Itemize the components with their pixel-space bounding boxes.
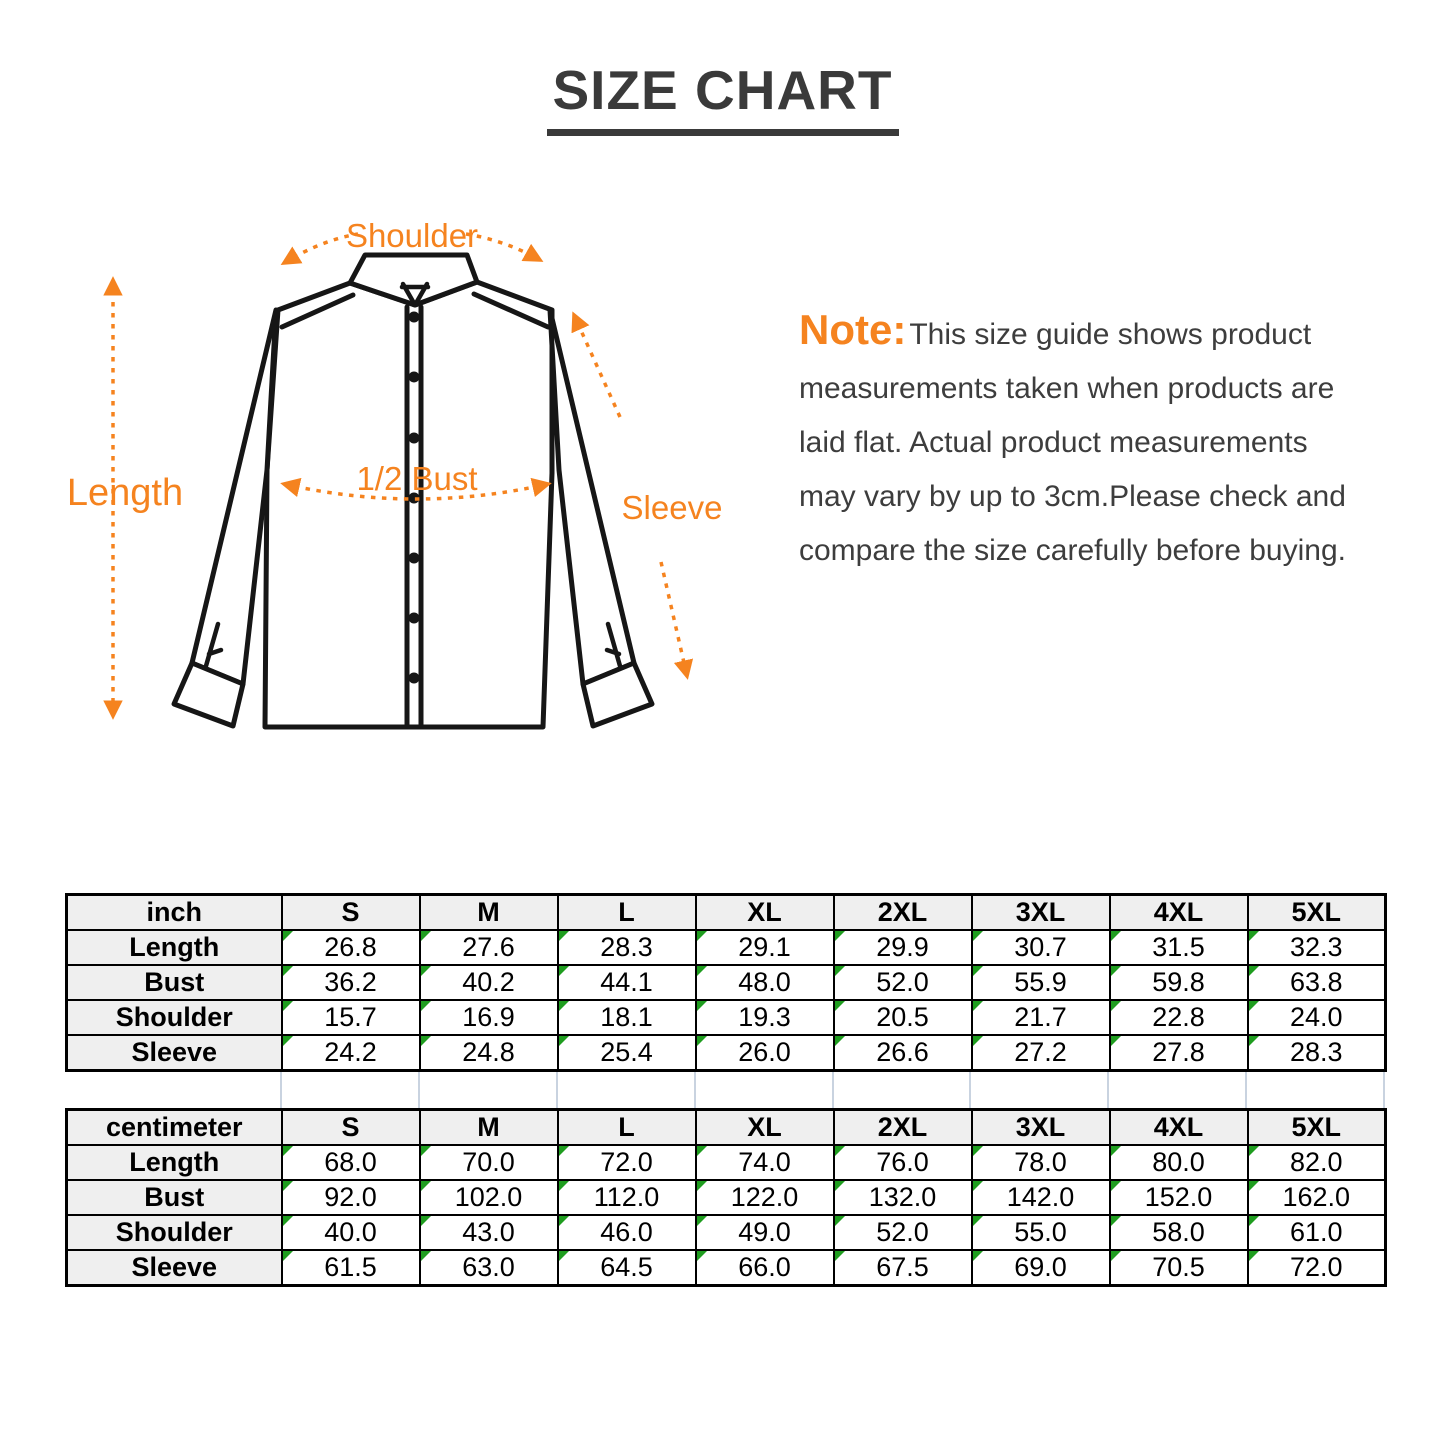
value-cell: 67.5 xyxy=(834,1250,972,1286)
size-header-cell: 2XL xyxy=(834,1110,972,1146)
value-cell: 68.0 xyxy=(282,1145,420,1180)
value-cell: 26.0 xyxy=(696,1035,834,1071)
value-cell: 28.3 xyxy=(558,930,696,965)
size-header-cell: XL xyxy=(696,895,834,931)
value-cell: 19.3 xyxy=(696,1000,834,1035)
gap-gridline-cell xyxy=(556,1072,694,1108)
value-cell: 46.0 xyxy=(558,1215,696,1250)
gap-gridline-cell xyxy=(1107,1072,1245,1108)
value-cell: 122.0 xyxy=(696,1180,834,1215)
sleeve-label: Sleeve xyxy=(621,489,723,526)
note-prefix: Note: xyxy=(799,306,907,353)
value-cell: 102.0 xyxy=(420,1180,558,1215)
size-header-cell: XL xyxy=(696,1110,834,1146)
value-cell: 55.0 xyxy=(972,1215,1110,1250)
value-cell: 15.7 xyxy=(282,1000,420,1035)
value-cell: 72.0 xyxy=(558,1145,696,1180)
note-line: laid flat. Actual product measurements xyxy=(799,426,1308,459)
value-cell: 55.9 xyxy=(972,965,1110,1000)
size-table-centimeter xyxy=(65,1108,1387,1287)
value-cell: 61.5 xyxy=(282,1250,420,1286)
table-row xyxy=(67,1145,1386,1180)
value-cell: 40.0 xyxy=(282,1215,420,1250)
value-cell: 66.0 xyxy=(696,1250,834,1286)
value-cell: 43.0 xyxy=(420,1215,558,1250)
value-cell: 24.0 xyxy=(1248,1000,1386,1035)
value-cell: 26.8 xyxy=(282,930,420,965)
shirt-measurement-diagram xyxy=(60,200,780,780)
note-text: This size guide shows product xyxy=(909,318,1312,351)
value-cell: 52.0 xyxy=(834,965,972,1000)
page-header xyxy=(0,58,1445,136)
value-cell: 61.0 xyxy=(1248,1215,1386,1250)
size-header-cell: 4XL xyxy=(1110,895,1248,931)
size-header-cell: 3XL xyxy=(972,1110,1110,1146)
shoulder-label: Shoulder xyxy=(345,217,479,254)
value-cell: 26.6 xyxy=(834,1035,972,1071)
note-block xyxy=(799,303,1419,578)
value-cell: 30.7 xyxy=(972,930,1110,965)
size-header-cell: L xyxy=(558,1110,696,1146)
value-cell: 132.0 xyxy=(834,1180,972,1215)
row-label-cell: Shoulder xyxy=(67,1215,282,1250)
unit-cell: inch xyxy=(67,895,282,931)
value-cell: 64.5 xyxy=(558,1250,696,1286)
gap-gridline-cell xyxy=(280,1072,418,1108)
table-row xyxy=(67,1035,1386,1071)
table-gap-divider xyxy=(280,1072,1385,1108)
unit-cell: centimeter xyxy=(67,1110,282,1146)
note-line: compare the size carefully before buying. xyxy=(799,534,1346,567)
table-header-row xyxy=(67,895,1386,931)
value-cell: 18.1 xyxy=(558,1000,696,1035)
gap-gridline-cell xyxy=(1245,1072,1385,1108)
value-cell: 24.2 xyxy=(282,1035,420,1071)
value-cell: 70.0 xyxy=(420,1145,558,1180)
size-header-cell: 2XL xyxy=(834,895,972,931)
table-row xyxy=(67,930,1386,965)
size-header-cell: L xyxy=(558,895,696,931)
value-cell: 80.0 xyxy=(1110,1145,1248,1180)
value-cell: 27.6 xyxy=(420,930,558,965)
row-label-cell: Length xyxy=(67,1145,282,1180)
value-cell: 21.7 xyxy=(972,1000,1110,1035)
value-cell: 52.0 xyxy=(834,1215,972,1250)
value-cell: 48.0 xyxy=(696,965,834,1000)
row-label-cell: Sleeve xyxy=(67,1250,282,1286)
sleeve-arrow-upper xyxy=(574,315,620,417)
length-label: Length xyxy=(66,472,184,514)
value-cell: 29.9 xyxy=(834,930,972,965)
note-line: measurements taken when products are xyxy=(799,372,1335,405)
value-cell: 49.0 xyxy=(696,1215,834,1250)
value-cell: 25.4 xyxy=(558,1035,696,1071)
value-cell: 74.0 xyxy=(696,1145,834,1180)
table-row xyxy=(67,965,1386,1000)
row-label-cell: Bust xyxy=(67,1180,282,1215)
value-cell: 28.3 xyxy=(1248,1035,1386,1071)
size-header-cell: 3XL xyxy=(972,895,1110,931)
row-label-cell: Shoulder xyxy=(67,1000,282,1035)
value-cell: 31.5 xyxy=(1110,930,1248,965)
value-cell: 40.2 xyxy=(420,965,558,1000)
value-cell: 162.0 xyxy=(1248,1180,1386,1215)
sleeve-arrow-lower xyxy=(661,562,687,676)
value-cell: 58.0 xyxy=(1110,1215,1248,1250)
bust-label: 1/2 Bust xyxy=(356,460,478,497)
value-cell: 76.0 xyxy=(834,1145,972,1180)
table-row xyxy=(67,1215,1386,1250)
value-cell: 112.0 xyxy=(558,1180,696,1215)
note-line xyxy=(799,303,1419,362)
size-header-cell: M xyxy=(420,895,558,931)
gap-gridline-cell xyxy=(418,1072,556,1108)
row-label-cell: Bust xyxy=(67,965,282,1000)
table-row xyxy=(67,1250,1386,1286)
value-cell: 22.8 xyxy=(1110,1000,1248,1035)
value-cell: 20.5 xyxy=(834,1000,972,1035)
value-cell: 63.0 xyxy=(420,1250,558,1286)
size-table-inch xyxy=(65,893,1387,1072)
value-cell: 142.0 xyxy=(972,1180,1110,1215)
value-cell: 24.8 xyxy=(420,1035,558,1071)
size-header-cell: 4XL xyxy=(1110,1110,1248,1146)
size-tables xyxy=(65,893,1385,1287)
row-label-cell: Sleeve xyxy=(67,1035,282,1071)
value-cell: 27.8 xyxy=(1110,1035,1248,1071)
note-line: may vary by up to 3cm.Please check and xyxy=(799,480,1346,513)
value-cell: 70.5 xyxy=(1110,1250,1248,1286)
table-row xyxy=(67,1000,1386,1035)
gap-gridline-cell xyxy=(969,1072,1107,1108)
value-cell: 27.2 xyxy=(972,1035,1110,1071)
row-label-cell: Length xyxy=(67,930,282,965)
size-header-cell: S xyxy=(282,1110,420,1146)
gap-gridline-cell xyxy=(694,1072,832,1108)
value-cell: 72.0 xyxy=(1248,1250,1386,1286)
page-title: SIZE CHART xyxy=(547,58,899,136)
table-header-row xyxy=(67,1110,1386,1146)
value-cell: 59.8 xyxy=(1110,965,1248,1000)
value-cell: 36.2 xyxy=(282,965,420,1000)
value-cell: 29.1 xyxy=(696,930,834,965)
value-cell: 92.0 xyxy=(282,1180,420,1215)
gap-gridline-cell xyxy=(832,1072,970,1108)
value-cell: 82.0 xyxy=(1248,1145,1386,1180)
value-cell: 63.8 xyxy=(1248,965,1386,1000)
table-row xyxy=(67,1180,1386,1215)
value-cell: 16.9 xyxy=(420,1000,558,1035)
size-header-cell: S xyxy=(282,895,420,931)
value-cell: 32.3 xyxy=(1248,930,1386,965)
value-cell: 69.0 xyxy=(972,1250,1110,1286)
size-header-cell: M xyxy=(420,1110,558,1146)
value-cell: 78.0 xyxy=(972,1145,1110,1180)
value-cell: 44.1 xyxy=(558,965,696,1000)
size-header-cell: 5XL xyxy=(1248,1110,1386,1146)
size-header-cell: 5XL xyxy=(1248,895,1386,931)
value-cell: 152.0 xyxy=(1110,1180,1248,1215)
